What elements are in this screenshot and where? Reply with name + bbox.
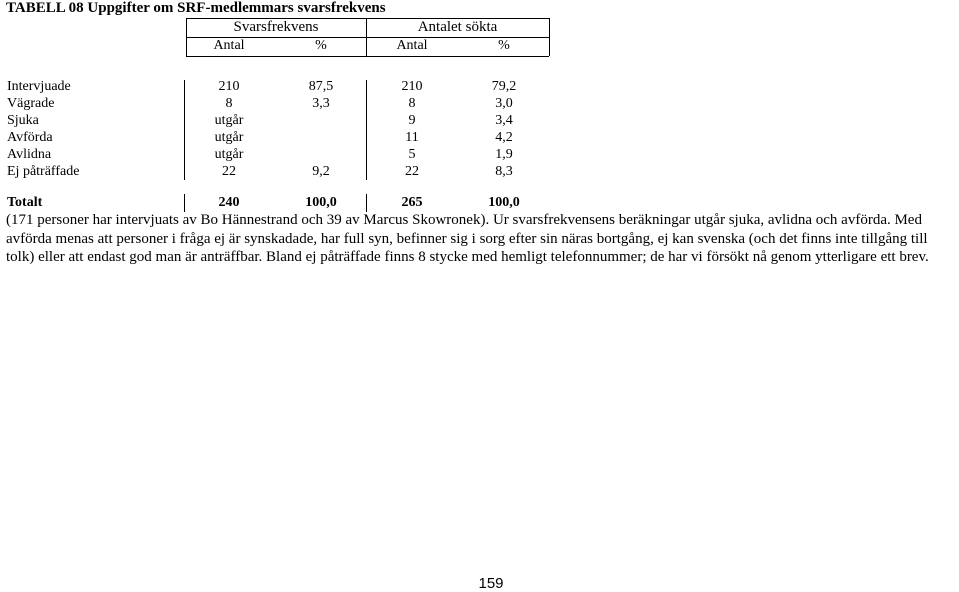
row-label: Intervjuade (7, 79, 71, 94)
group-header-svarsfrekvens: Svarsfrekvens (233, 19, 319, 35)
cell-antal-sokta: 11 (405, 130, 419, 145)
total-percent-svar: 100,0 (305, 195, 337, 210)
table-title: TABELL 08 Uppgifter om SRF-medlemmars svarsfrekvens (6, 0, 386, 16)
cell-percent-svar: 3,3 (312, 96, 330, 111)
cell-percent-svar: 9,2 (312, 164, 330, 179)
subheader-antal-2: Antal (396, 38, 428, 53)
header-bottom-rule (186, 56, 549, 57)
row-label: Avlidna (7, 147, 52, 162)
row-label: Avförda (7, 130, 53, 145)
subheader-percent-2: % (498, 38, 510, 53)
cell-antal-svar: 210 (218, 79, 240, 94)
cell-antal-svar: utgår (214, 147, 244, 162)
total-antal-svar: 240 (218, 195, 240, 210)
cell-antal-sokta: 5 (408, 147, 416, 162)
total-row (0, 195, 600, 212)
group-header-antalet-sokta: Antalet sökta (417, 19, 498, 35)
row-label: Sjuka (7, 113, 39, 128)
cell-percent-sokta: 3,4 (495, 113, 513, 128)
table-row (0, 130, 600, 147)
table-row (0, 96, 600, 113)
row-label: Vägrade (7, 96, 55, 111)
cell-percent-sokta: 1,9 (495, 147, 513, 162)
subheader-antal-1: Antal (213, 38, 245, 53)
table-row (0, 164, 600, 181)
cell-percent-sokta: 4,2 (495, 130, 513, 145)
cell-antal-sokta: 22 (405, 164, 419, 179)
table-footnote: (171 personer har intervjuats av Bo Hännestrand och 39 av Marcus Skowronek). Ur svarsfrekvensens beräkningar utgår sjuka, avlidna och avförda. Med avförda menas att personer i fråga ej är synskadade, har full syn, befinner sig i sorg efter sin näras bortgång, ej kan svenska (och det finns inte tillgång till tolk) eller att endast god man är anträffbar. Bland ej påträffade finns 8 stycke med hemligt telefonnummer; de har vi försökt nå genom ytterligare ett brev. (6, 212, 929, 265)
page-number: 159 (478, 575, 504, 592)
subheader-percent-1: % (315, 38, 327, 53)
table-row (0, 113, 600, 130)
cell-antal-sokta: 210 (401, 79, 423, 94)
cell-antal-svar: 8 (225, 96, 233, 111)
total-percent-sokta: 100,0 (488, 195, 520, 210)
row-label: Ej påträffade (7, 164, 80, 179)
total-label: Totalt (7, 195, 43, 210)
cell-percent-sokta: 8,3 (495, 164, 513, 179)
header-right-rule (549, 18, 550, 56)
cell-percent-sokta: 79,2 (491, 79, 517, 94)
cell-antal-svar: 22 (222, 164, 236, 179)
cell-antal-sokta: 8 (408, 96, 416, 111)
cell-percent-sokta: 3,0 (495, 96, 513, 111)
cell-antal-svar: utgår (214, 113, 244, 128)
total-antal-sokta: 265 (401, 195, 423, 210)
table-row (0, 147, 600, 164)
cell-percent-svar: 87,5 (308, 79, 334, 94)
cell-antal-sokta: 9 (408, 113, 416, 128)
table-row (0, 79, 600, 96)
cell-antal-svar: utgår (214, 130, 244, 145)
